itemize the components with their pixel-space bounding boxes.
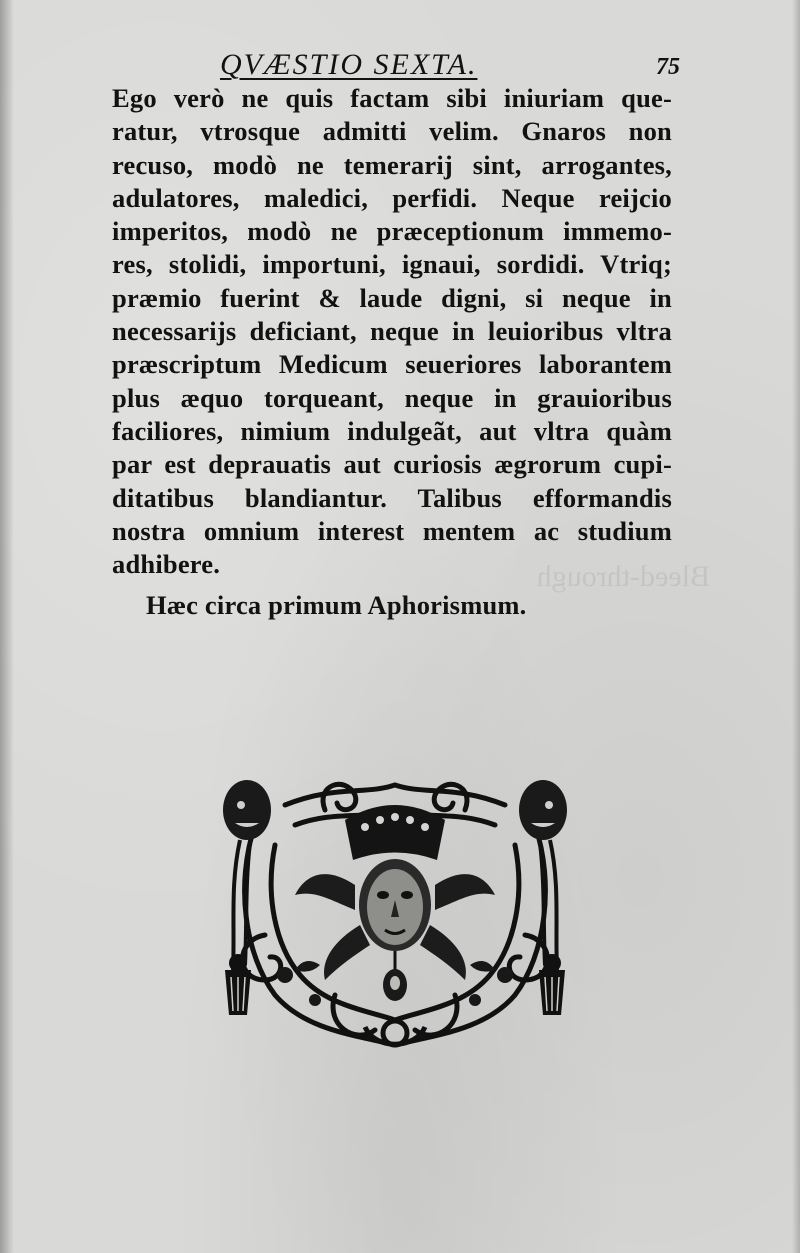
text-line: res, stolidi, importuni, ignaui, sordidi. Vtriq; <box>112 249 672 280</box>
text-line: præmio fuerint & laude digni, si neque in <box>112 282 672 313</box>
text-line: par est deprauatis aut curiosis ægrorum cupi- <box>112 449 672 480</box>
text-line: Ego verò ne quis factam sibi iniuriam que- <box>112 83 672 113</box>
page-number: 75 <box>656 54 680 80</box>
text-line: imperitos, modò ne præceptionum immemo- <box>112 216 672 247</box>
text-line: ratur, vtrosque admitti velim. Gnaros non <box>112 116 672 147</box>
woodcut-ornament <box>215 765 575 1065</box>
text-line: ditatibus blandiantur. Talibus efformandis <box>112 482 672 513</box>
text-line: adhibere. <box>112 549 221 580</box>
text-line: præscriptum Medicum seueriores laborantem <box>112 349 672 380</box>
text-line: plus æquo torqueant, neque in grauioribus <box>112 382 672 413</box>
text-line: nostra omnium interest mentem ac studium <box>112 515 672 546</box>
body-text <box>112 82 672 623</box>
closing-line: Hæc circa primum Aphorismum. <box>146 590 527 621</box>
text-line: necessarijs deficiant, neque in leuioribus vltra <box>112 316 672 347</box>
show-through-bleed: Bleed-through <box>536 560 710 593</box>
running-title: QVÆSTIO SEXTA. <box>220 48 478 81</box>
woodcut-ornament-graphic <box>215 765 575 1065</box>
page-edge-shadow-right <box>792 0 800 1253</box>
text-line: faciliores, nimium indulgeãt, aut vltra quàm <box>112 415 672 446</box>
text-line: adulatores, maledici, perfidi. Neque reijcio <box>112 182 672 213</box>
page-edge-shadow <box>0 0 14 1253</box>
text-line: recuso, modò ne temerarij sint, arrogantes, <box>112 149 672 180</box>
